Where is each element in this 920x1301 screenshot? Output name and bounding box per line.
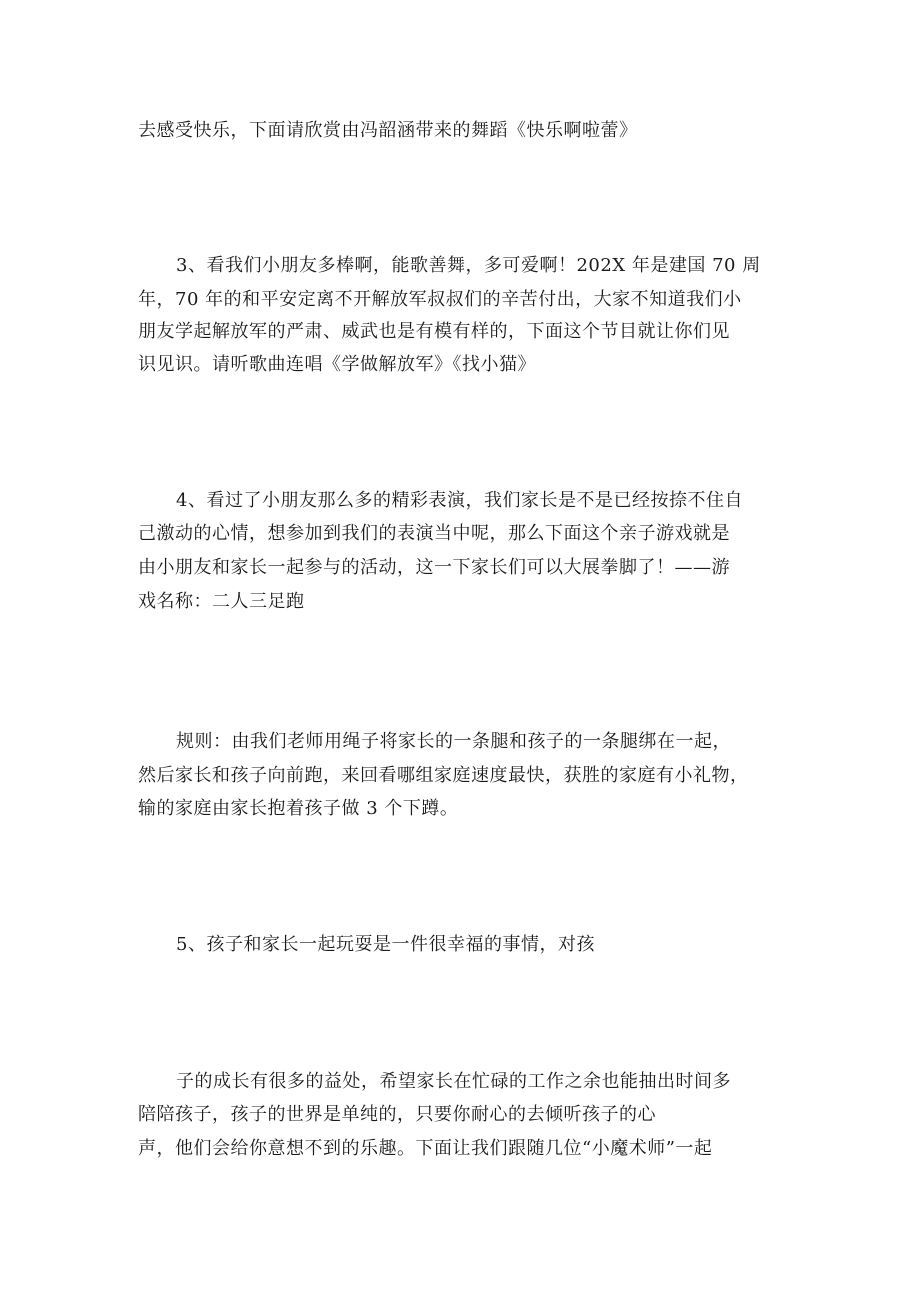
text-line: 戏名称：二人三足跑 <box>138 591 305 612</box>
text-line: 4、看过了小朋友那么多的精彩表演，我们家长是不是已经按捺不住自 <box>176 490 743 511</box>
text-line: 输的家庭由家长抱着孩子做 3 个下蹲。 <box>138 798 459 819</box>
text-line: 规则：由我们老师用绳子将家长的一条腿和孩子的一条腿绑在一起， <box>176 731 731 752</box>
text-line: 然后家长和孩子向前跑，来回看哪组家庭速度最快，获胜的家庭有小礼物， <box>138 765 749 786</box>
text-line: 识见识。请听歌曲连唱《学做解放军》《找小猫》 <box>138 354 536 375</box>
text-line: 己激动的心情，想参加到我们的表演当中呢，那么下面这个亲子游戏就是 <box>138 523 730 544</box>
text-line: 年，70 年的和平安定离不开解放军叔叔们的辛苦付出，大家不知道我们小 <box>138 289 742 310</box>
text-line: 由小朋友和家长一起参与的活动，这一下家长们可以大展拳脚了！——游 <box>138 557 730 578</box>
text-line: 陪陪孩子，孩子的世界是单纯的，只要你耐心的去倾听孩子的心 <box>138 1104 656 1125</box>
text-line: 5、孩子和家长一起玩耍是一件很幸福的事情，对孩 <box>176 934 595 955</box>
text-line: 朋友学起解放军的严肃、威武也是有模有样的，下面这个节目就让你们见 <box>138 321 730 342</box>
text-line: 去感受快乐，下面请欣赏由冯韶涵带来的舞蹈《快乐啊啦蕾》 <box>138 120 638 141</box>
text-line: 3、看我们小朋友多棒啊，能歌善舞，多可爱啊！202X 年是建国 70 周 <box>176 255 761 276</box>
text-line: 声，他们会给你意想不到的乐趣。下面让我们跟随几位“小魔术师”一起 <box>138 1138 713 1159</box>
text-line: 子的成长有很多的益处，希望家长在忙碌的工作之余也能抽出时间多 <box>176 1071 731 1092</box>
